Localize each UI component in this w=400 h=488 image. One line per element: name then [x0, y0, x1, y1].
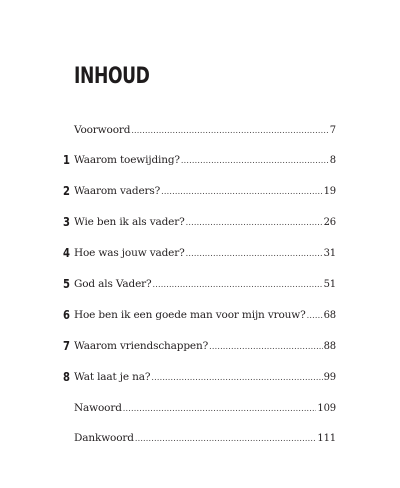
dot-leader	[181, 154, 329, 167]
chapter-number: 4	[63, 245, 70, 260]
dot-leader	[123, 402, 317, 415]
chapter-number: 8	[63, 369, 70, 384]
toc-entry-8	[0, 370, 400, 386]
chapter-number: 2	[63, 183, 70, 198]
dot-leader	[131, 124, 328, 137]
chapter-title: Waarom vriendschappen?	[74, 340, 209, 352]
page-number: 26	[323, 217, 336, 228]
page-number: 109	[317, 403, 336, 414]
dot-leader	[135, 432, 317, 445]
chapter-number: 7	[63, 338, 70, 353]
dot-leader	[307, 309, 323, 322]
page-number: 8	[329, 155, 336, 166]
toc-entry-5	[0, 277, 400, 293]
toc-entry-nawoord	[0, 401, 400, 417]
toc-entry-dankwoord	[0, 431, 400, 447]
chapter-number: 5	[63, 276, 70, 291]
chapter-number: 6	[63, 307, 70, 322]
chapter-title: Wie ben ik als vader?	[74, 216, 185, 228]
toc-entry-2	[0, 184, 400, 200]
toc-entry-3	[0, 215, 400, 231]
page-number: 7	[329, 125, 336, 136]
chapter-title: Waarom toewijding?	[74, 154, 180, 166]
chapter-title: God als Vader?	[74, 278, 152, 290]
dot-leader	[152, 278, 322, 291]
chapter-title: Waarom vaders?	[74, 185, 161, 197]
dot-leader	[186, 216, 323, 229]
page-number: 111	[317, 433, 336, 444]
dot-leader	[186, 247, 323, 260]
page-number: 68	[323, 310, 336, 321]
page-number: 99	[323, 372, 336, 383]
toc-entry-7	[0, 339, 400, 355]
dot-leader	[161, 185, 322, 198]
chapter-title: Voorwoord	[74, 124, 131, 136]
toc-entry-6	[0, 308, 400, 324]
dot-leader	[209, 340, 322, 353]
chapter-title: Hoe was jouw vader?	[74, 247, 185, 259]
page-number: 88	[323, 341, 336, 352]
chapter-number: 3	[63, 214, 70, 229]
page-title: INHOUD	[74, 64, 150, 89]
page-number: 19	[323, 186, 336, 197]
chapter-title: Dankwoord	[74, 432, 134, 444]
page-number: 51	[323, 279, 336, 290]
toc-entry-4	[0, 246, 400, 262]
chapter-number: 1	[63, 152, 70, 167]
chapter-title: Wat laat je na?	[74, 371, 151, 383]
toc-entry-voorwoord	[0, 123, 400, 139]
chapter-title: Hoe ben ik een goede man voor mijn vrouw?	[74, 309, 306, 321]
chapter-title: Nawoord	[74, 402, 122, 414]
page-number: 31	[323, 248, 336, 259]
dot-leader	[151, 371, 322, 384]
toc-entry-1	[0, 153, 400, 169]
